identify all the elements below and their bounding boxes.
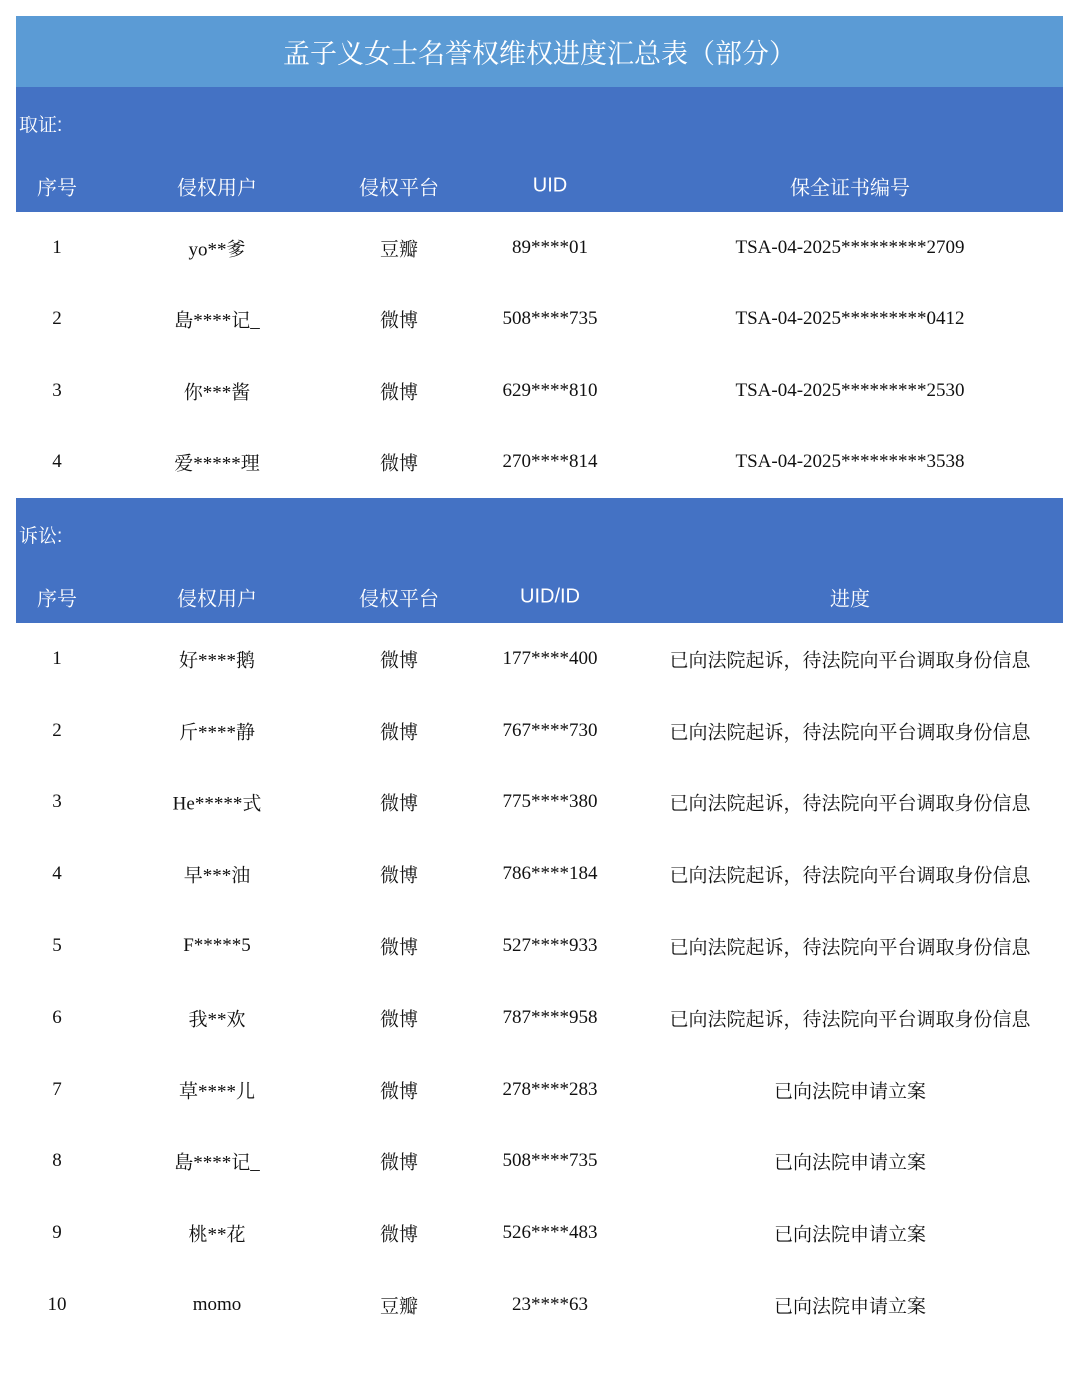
cell-platform: 微博 [379, 1081, 419, 1103]
cell-infringing-user: 早***油 [183, 865, 251, 887]
cell-uid: 526****483 [502, 1222, 598, 1244]
cell-row-number: 5 [52, 935, 62, 957]
cell-detail: 已向法院起诉，待法院向平台调取身份信息 [669, 793, 1031, 815]
cell-infringing-user: momo [192, 1294, 242, 1316]
cell-platform: 微博 [379, 1224, 419, 1246]
cell-row-number: 1 [52, 236, 62, 258]
cell-platform: 微博 [379, 453, 419, 475]
cell-detail: 已向法院起诉，待法院向平台调取身份信息 [669, 865, 1031, 887]
cell-platform: 微博 [379, 650, 419, 672]
cell-platform: 微博 [379, 722, 419, 744]
table-row [16, 212, 1063, 284]
progress-table [16, 16, 1063, 1341]
cell-infringing-user: yo**爹 [188, 239, 246, 261]
table-row [16, 1054, 1063, 1126]
cell-detail: 已向法院申请立案 [773, 1224, 927, 1246]
cell-infringing-user: 斤****静 [178, 722, 256, 744]
cell-infringing-user: F*****5 [183, 935, 251, 957]
column-header-infringing-user: 侵权用户 [177, 588, 257, 610]
litigation-column-headers [16, 570, 1063, 623]
cell-infringing-user: 桃**花 [188, 1224, 246, 1246]
cell-row-number: 4 [52, 863, 62, 885]
cell-row-number: 2 [52, 308, 62, 330]
cell-infringing-user: 好****鹅 [178, 650, 256, 672]
evidence-section-label: 取证: [19, 114, 63, 136]
table-title: 孟子义女士名誉权维权进度汇总表（部分） [16, 16, 1063, 87]
cell-row-number: 4 [52, 451, 62, 473]
column-header-platform: 侵权平台 [359, 177, 439, 199]
column-header-uid: UID [532, 174, 568, 196]
cell-uid: 527****933 [502, 935, 598, 957]
litigation-section-label: 诉讼: [19, 525, 63, 547]
litigation-section-header [16, 498, 1063, 623]
table-row [16, 767, 1063, 839]
cell-uid: 177****400 [502, 647, 598, 669]
cell-platform: 微博 [379, 310, 419, 332]
cell-detail: 已向法院起诉，待法院向平台调取身份信息 [669, 650, 1031, 672]
cell-platform: 微博 [379, 937, 419, 959]
cell-platform: 豆瓣 [379, 239, 419, 261]
evidence-rows [16, 212, 1063, 498]
litigation-rows [16, 623, 1063, 1341]
cell-uid: 270****814 [502, 451, 598, 473]
cell-detail: 已向法院起诉，待法院向平台调取身份信息 [669, 937, 1031, 959]
cell-uid: 508****735 [502, 1150, 598, 1172]
column-header-infringing-user: 侵权用户 [177, 177, 257, 199]
cell-uid: 278****283 [502, 1078, 598, 1100]
table-row [16, 355, 1063, 427]
table-row [16, 695, 1063, 767]
table-row [16, 623, 1063, 695]
cell-uid: 775****380 [502, 791, 598, 813]
cell-platform: 微博 [379, 382, 419, 404]
table-row [16, 427, 1063, 499]
column-header-row-number: 序号 [37, 588, 77, 610]
cell-row-number: 10 [47, 1294, 67, 1316]
table-row [16, 1126, 1063, 1198]
column-header-detail: 进度 [830, 588, 870, 610]
cell-uid: 23****63 [512, 1294, 588, 1316]
cell-detail: TSA-04-2025*********2530 [735, 379, 965, 401]
cell-infringing-user: 島****记_ [174, 1152, 260, 1174]
cell-uid: 508****735 [502, 308, 598, 330]
table-row [16, 910, 1063, 982]
cell-detail: 已向法院申请立案 [773, 1152, 927, 1174]
table-row [16, 1197, 1063, 1269]
cell-uid: 89****01 [512, 236, 588, 258]
cell-detail: TSA-04-2025*********0412 [735, 308, 965, 330]
table-row [16, 838, 1063, 910]
cell-row-number: 8 [52, 1150, 62, 1172]
cell-infringing-user: 我**欢 [188, 1009, 246, 1031]
cell-infringing-user: 島****记_ [174, 310, 260, 332]
cell-detail: 已向法院申请立案 [773, 1081, 927, 1103]
table-row [16, 284, 1063, 356]
column-header-uid: UID/ID [520, 585, 580, 607]
cell-row-number: 6 [52, 1006, 62, 1028]
cell-detail: 已向法院起诉，待法院向平台调取身份信息 [669, 722, 1031, 744]
cell-infringing-user: He*****式 [172, 793, 262, 815]
table-row [16, 982, 1063, 1054]
cell-platform: 微博 [379, 1009, 419, 1031]
cell-uid: 786****184 [502, 863, 598, 885]
column-header-row-number: 序号 [37, 177, 77, 199]
column-header-platform: 侵权平台 [359, 588, 439, 610]
cell-platform: 微博 [379, 1152, 419, 1174]
cell-detail: 已向法院申请立案 [773, 1296, 927, 1318]
cell-detail: TSA-04-2025*********3538 [735, 451, 965, 473]
cell-uid: 787****958 [502, 1006, 598, 1028]
cell-uid: 629****810 [502, 379, 598, 401]
cell-detail: TSA-04-2025*********2709 [735, 236, 965, 258]
table-row [16, 1269, 1063, 1341]
cell-detail: 已向法院起诉，待法院向平台调取身份信息 [669, 1009, 1031, 1031]
cell-infringing-user: 爱*****理 [174, 453, 260, 475]
cell-row-number: 1 [52, 647, 62, 669]
cell-row-number: 3 [52, 379, 62, 401]
cell-row-number: 3 [52, 791, 62, 813]
cell-row-number: 7 [52, 1078, 62, 1100]
cell-platform: 微博 [379, 865, 419, 887]
cell-row-number: 2 [52, 719, 62, 741]
cell-platform: 豆瓣 [379, 1296, 419, 1318]
cell-infringing-user: 你***酱 [183, 382, 251, 404]
column-header-detail: 保全证书编号 [790, 177, 910, 199]
evidence-section-header [16, 87, 1063, 212]
cell-row-number: 9 [52, 1222, 62, 1244]
cell-platform: 微博 [379, 793, 419, 815]
cell-uid: 767****730 [502, 719, 598, 741]
cell-infringing-user: 草****儿 [178, 1081, 256, 1103]
evidence-column-headers [16, 159, 1063, 212]
